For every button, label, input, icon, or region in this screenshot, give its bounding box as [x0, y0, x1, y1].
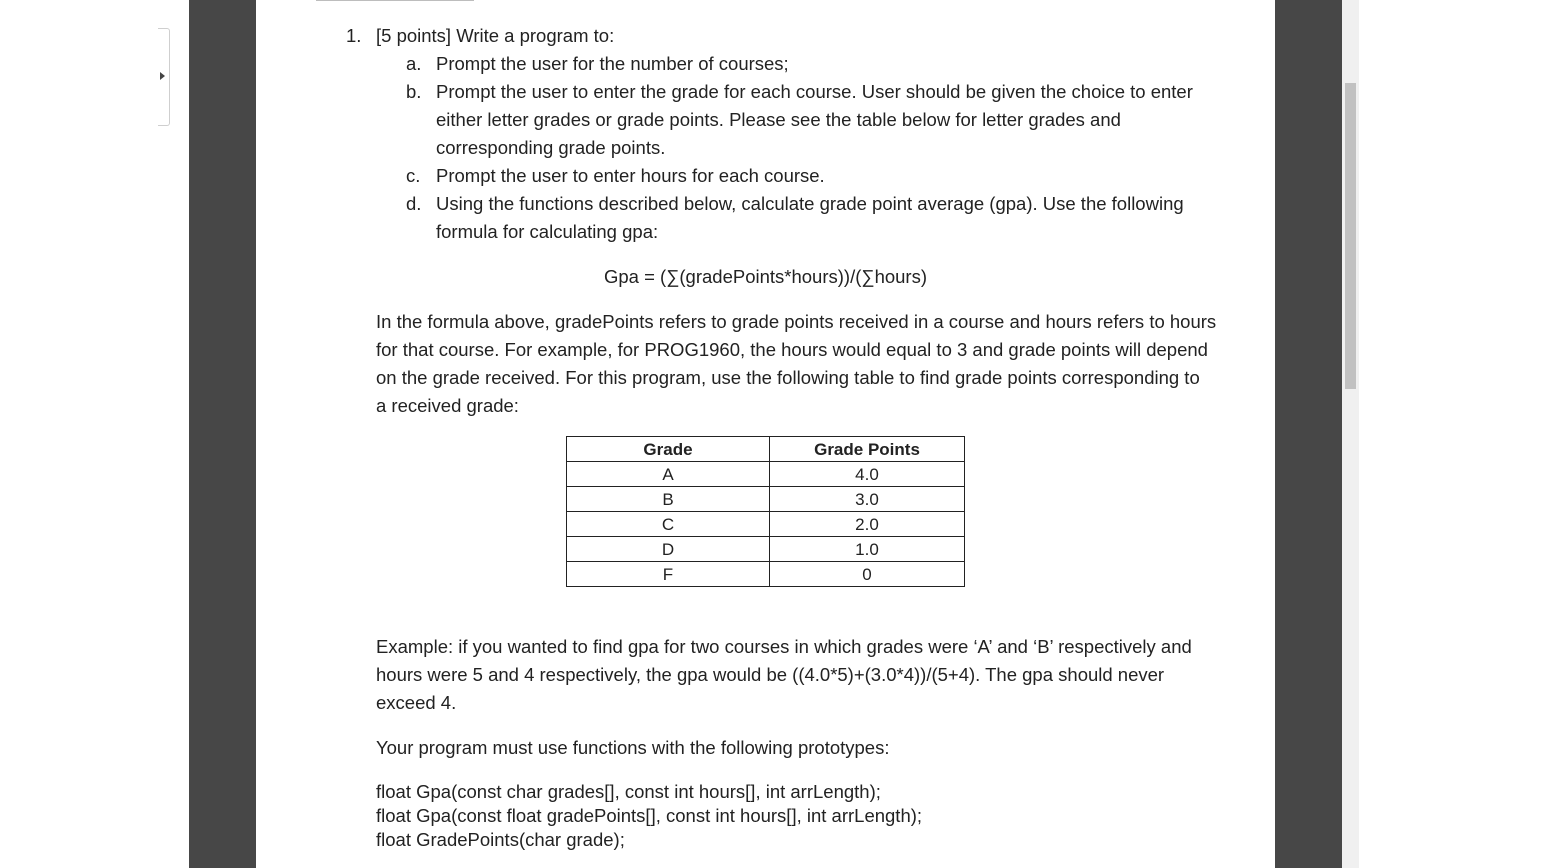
item-text: corresponding grade points.	[436, 137, 666, 158]
expand-arrow-icon[interactable]	[160, 72, 165, 80]
table-cell-grade: A	[567, 462, 770, 487]
item-text: Using the functions described below, calculate grade point average (gpa). Use the following	[436, 193, 1184, 214]
table-cell-grade: B	[567, 487, 770, 512]
viewer-background-right	[1275, 0, 1342, 868]
prototype-line: float Gpa(const char grades[], const int hours[], int arrLength);	[376, 781, 881, 802]
table-header-grade: Grade	[567, 437, 770, 462]
table-header-grade-points: Grade Points	[770, 437, 965, 462]
table-cell-grade: D	[567, 537, 770, 562]
item-text: Prompt the user to enter hours for each course.	[436, 165, 825, 186]
prototypes-intro: Your program must use functions with the following prototypes:	[376, 737, 890, 758]
page-top-rule	[316, 0, 474, 1]
paragraph-line: for that course. For example, for PROG1960, the hours would equal to 3 and grade points will depend	[376, 339, 1208, 360]
table-header-row	[567, 437, 965, 462]
table-cell-points: 2.0	[770, 512, 965, 537]
item-text: Prompt the user to enter the grade for each course. User should be given the choice to enter	[436, 81, 1193, 102]
question-number: 1.	[346, 25, 362, 46]
table-cell-points: 3.0	[770, 487, 965, 512]
scrollbar-thumb[interactable]	[1345, 83, 1356, 389]
grade-points-table	[566, 436, 965, 587]
table-row	[567, 462, 965, 487]
sidebar-expand-tab[interactable]	[158, 28, 170, 126]
table-cell-points: 0	[770, 562, 965, 587]
paragraph-line: on the grade received. For this program, use the following table to find grade points corresponding to	[376, 367, 1200, 388]
table-cell-grade: F	[567, 562, 770, 587]
paragraph-line: Example: if you wanted to find gpa for two courses in which grades were ‘A’ and ‘B’ respectively and	[376, 636, 1192, 657]
table-cell-grade: C	[567, 512, 770, 537]
item-marker: a.	[406, 53, 422, 74]
table-row	[567, 512, 965, 537]
paragraph-line: a received grade:	[376, 395, 519, 416]
table-row	[567, 487, 965, 512]
table-cell-points: 1.0	[770, 537, 965, 562]
question-heading: [5 points] Write a program to:	[376, 25, 615, 46]
paragraph-line: hours were 5 and 4 respectively, the gpa would be ((4.0*5)+(3.0*4))/(5+4). The gpa should never	[376, 664, 1165, 685]
item-text: Prompt the user for the number of courses;	[436, 53, 789, 74]
table-row	[567, 537, 965, 562]
viewer-background-left	[189, 0, 256, 868]
table-cell-points: 4.0	[770, 462, 965, 487]
item-marker: c.	[406, 165, 421, 186]
document-page	[256, 0, 1275, 868]
paragraph-line: exceed 4.	[376, 692, 457, 713]
item-marker: d.	[406, 193, 422, 214]
item-text: either letter grades or grade points. Please see the table below for letter grades and	[436, 109, 1121, 130]
prototype-line: float Gpa(const float gradePoints[], const int hours[], int arrLength);	[376, 805, 923, 826]
prototype-line: float GradePoints(char grade);	[376, 829, 625, 850]
gpa-formula: Gpa = (∑(gradePoints*hours))/(∑hours)	[603, 266, 928, 287]
item-marker: b.	[406, 81, 422, 102]
paragraph-line: In the formula above, gradePoints refers to grade points received in a course and hours refers to hours	[376, 311, 1217, 332]
table-row	[567, 562, 965, 587]
vertical-scrollbar[interactable]	[1342, 0, 1359, 868]
item-text: formula for calculating gpa:	[436, 221, 659, 242]
